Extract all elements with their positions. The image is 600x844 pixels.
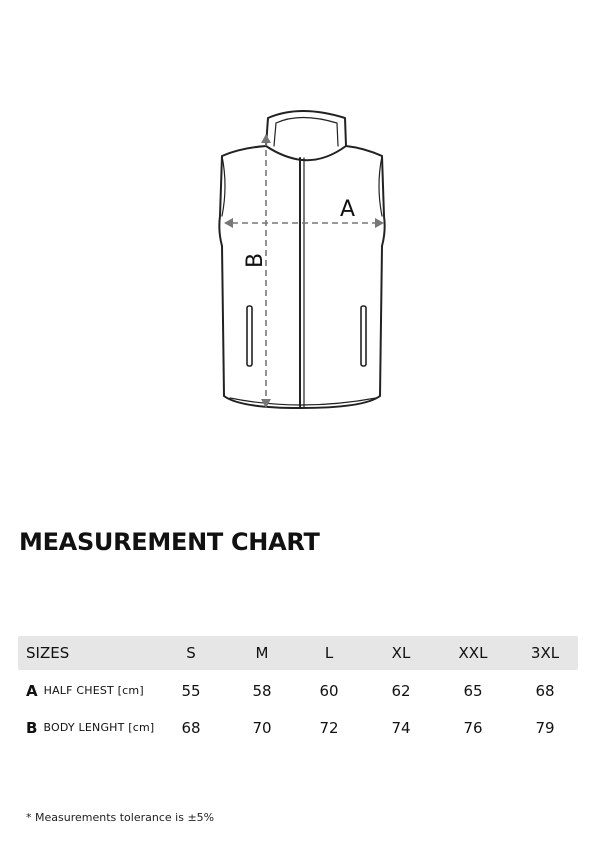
row-unit: [cm] — [128, 721, 155, 734]
row-label-body-length — [26, 709, 154, 746]
size-header-3xl: 3XL — [530, 644, 560, 662]
vest-body-outline — [219, 146, 384, 408]
row-name: HALF CHEST — [43, 684, 114, 697]
arrow-b-top — [261, 134, 271, 143]
value-cell: 74 — [391, 718, 411, 737]
row-unit: [cm] — [117, 684, 144, 697]
measurement-table — [18, 636, 578, 746]
value-cell: 79 — [535, 718, 555, 737]
right-pocket — [361, 306, 366, 366]
value-cell: 58 — [252, 681, 272, 700]
sizes-header: SIZES — [26, 644, 70, 662]
row-name: BODY LENGHT — [43, 721, 125, 734]
vest-diagram — [200, 96, 400, 426]
value-cell: 55 — [181, 681, 201, 700]
size-header-m: M — [255, 644, 269, 662]
size-header-xxl: XXL — [458, 644, 488, 662]
left-pocket — [247, 306, 252, 366]
row-label-half-chest — [26, 672, 144, 709]
table-row — [18, 709, 578, 746]
value-cell: 72 — [319, 718, 339, 737]
value-cell: 62 — [391, 681, 411, 700]
row-description — [44, 684, 144, 697]
value-cell: 68 — [535, 681, 555, 700]
size-header-xl: XL — [391, 644, 411, 662]
row-letter: A — [26, 681, 38, 700]
value-cell: 60 — [319, 681, 339, 700]
row-letter: B — [26, 718, 38, 737]
table-row — [18, 672, 578, 709]
value-cell: 65 — [463, 681, 483, 700]
size-header-s: S — [186, 644, 196, 662]
label-a: A — [340, 197, 356, 222]
value-cell: 70 — [252, 718, 272, 737]
size-header-l: L — [324, 644, 334, 662]
table-header-row — [18, 636, 578, 670]
value-cell: 76 — [463, 718, 483, 737]
page-title: MEASUREMENT CHART — [19, 528, 320, 556]
tolerance-footnote: * Measurements tolerance is ±5% — [26, 811, 215, 824]
label-b: B — [243, 252, 268, 268]
arrow-a-left — [224, 218, 233, 228]
vest-collar — [266, 111, 346, 160]
row-description — [43, 721, 154, 734]
arrow-a-right — [375, 218, 384, 228]
value-cell: 68 — [181, 718, 201, 737]
